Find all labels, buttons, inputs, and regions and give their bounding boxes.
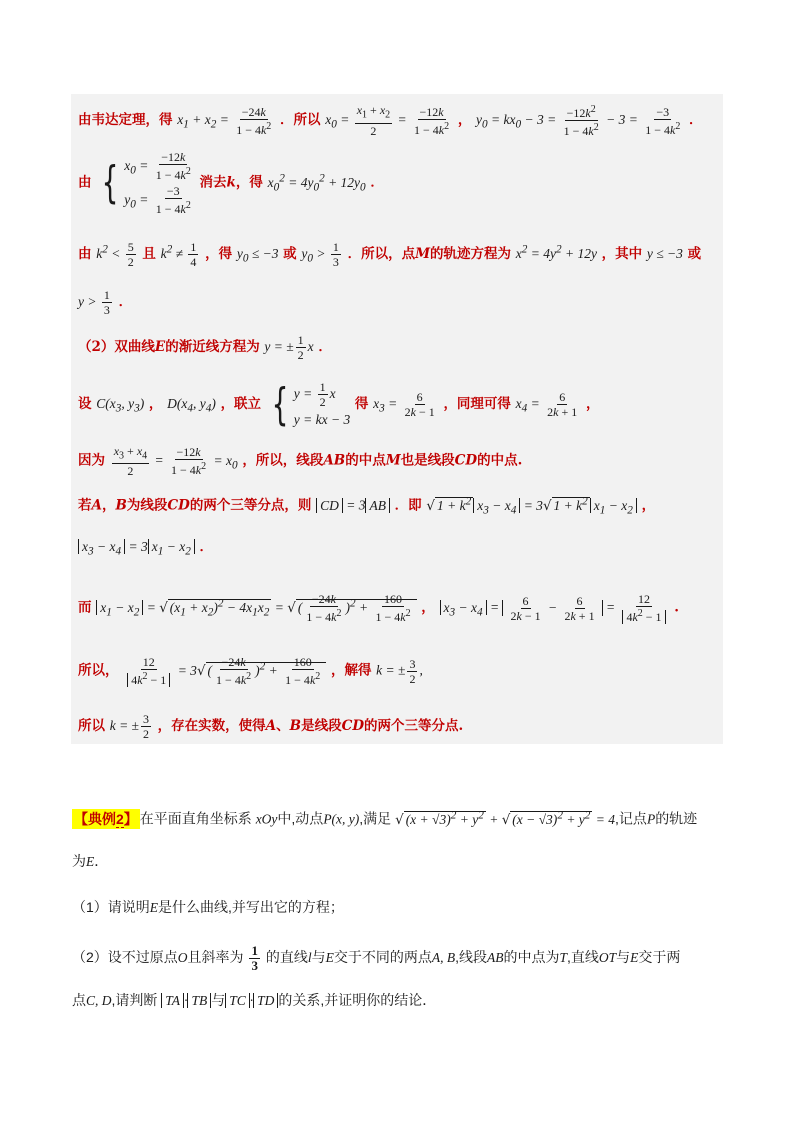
text: 点 — [72, 992, 86, 1008]
example-tag: 【典例2】 — [74, 810, 138, 827]
text: 由 — [78, 246, 92, 262]
text: A — [265, 718, 277, 734]
text: ． — [689, 112, 703, 128]
text: ． — [199, 539, 214, 555]
text: 交于不同的两点 — [333, 949, 432, 966]
text: 与 — [311, 949, 326, 966]
text: ,记点 — [615, 810, 647, 827]
equation-system: { y = $\frac{1}{2}$ x y = kx − 3 — [271, 378, 351, 430]
text: 或 — [687, 246, 702, 262]
text: 且 — [142, 246, 156, 262]
solution-line-5: （2）双曲线E的渐近线方程为 y = ± $\frac{1}{2}$ x ． — [78, 333, 332, 362]
text: 得 — [354, 396, 369, 412]
text: 所以， — [78, 662, 119, 679]
text: AB — [323, 452, 346, 469]
text: 而 — [78, 599, 92, 616]
text: 的中点. — [477, 452, 523, 469]
text: ．所以 — [280, 112, 321, 128]
text: ，存在实数，使得 — [157, 718, 266, 734]
example-intro-cont: 为E． — [72, 853, 109, 869]
text: ,请判断 — [111, 992, 158, 1008]
text: 的轨迹方程为 — [430, 246, 512, 262]
solution-line-3: 由 $k^2$ < $\frac{5}{2}$ 且 $k^2$ ≠ $\frac{1}{4}$ ，得 $y_0 \le -3$ 或 $y_0$ > $\frac{1}{3}$ ．所以，点M的轨迹方程为 $x^2 = 4y^2 + 12y$ ，其中 y ≤ −3 或 — [78, 240, 702, 269]
text: M — [415, 246, 431, 262]
text: CD — [341, 718, 365, 734]
text: 为 — [72, 853, 86, 869]
text: ，得 — [205, 246, 233, 262]
text: 与 — [616, 949, 631, 966]
text: ， — [148, 396, 163, 412]
equation-system: { $x_0$ = $\frac{-12k}{1 - 4k^2}$ $y_0$ = $\frac{-3}{1 - 4k^2}$ — [101, 150, 191, 216]
solution-line-11: 所以， $\frac{12}{4k^2 - 1}$ = 3√ ( $\frac{-24k}{1 - 4k^2}$ )$^2$ + $\frac{160}{1 - 4k^2}$ ，解得 k = ± $\frac{3}{2}$ , — [78, 655, 423, 687]
text: A — [91, 497, 102, 514]
text: CD — [454, 452, 478, 469]
solution-line-9: $x_3 - x_4 = 3$ $x_1 - x_2$ ． — [78, 538, 213, 561]
text: ．所以，点 — [347, 246, 416, 262]
text: ． — [318, 339, 332, 355]
text: ， — [457, 112, 472, 128]
text: B — [115, 497, 127, 514]
text: 为线段 — [126, 497, 168, 514]
example-question-2: （2）设不过原点O且斜率为 $\frac{1}{3}$ 的直线l与E交于不同的两点A, B,线段AB的中点为T,直线OT与E交于两 — [72, 943, 681, 973]
text: ，其中 — [601, 246, 643, 262]
text: 的中点 — [345, 452, 386, 469]
text: 交于两 — [638, 949, 681, 966]
text: 或 — [283, 246, 297, 262]
text: ． — [370, 174, 384, 191]
text: 的轨迹 — [655, 810, 698, 827]
text: ，得 — [235, 174, 263, 191]
text: ，所以，线段 — [242, 452, 324, 469]
solution-line-2: 由 { $x_0$ = $\frac{-12k}{1 - 4k^2}$ $y_0$ = $\frac{-3}{1 - 4k^2}$ 消去k，得 $x_0^2 = 4y_0^2 + 12y_0$ ． — [78, 150, 384, 216]
text: 、 — [276, 718, 290, 734]
text: 的两个三等分点，则 — [189, 497, 312, 514]
text: 也是线段 — [400, 452, 455, 469]
text: k — [226, 174, 236, 191]
solution-line-7: 因为 $\frac{x_3 + x_4}{2}$ = $\frac{-12k}{1 - 4k^2}$ = $x_0$ ，所以，线段AB的中点M也是线段CD的中点. — [78, 444, 523, 479]
text: 在平面直角坐标系 — [139, 810, 252, 827]
text: 若 — [78, 497, 92, 514]
text: 设 — [78, 396, 92, 412]
text: 由 — [78, 174, 92, 191]
text: ， — [421, 599, 435, 616]
solution-line-8: 若A，B为线段CD的两个三等分点，则 CD = 3 AB ．即 √ $1 + k^2$ $x_3 - x_4 = 3√$ $1 + k^2$ $x_1 - x_2$ ， — [78, 495, 656, 517]
solution-line-12: 所以 k = ± $\frac{3}{2}$ ，存在实数，使得A、B是线段CD的两个三等分点. — [78, 712, 464, 741]
example-question-1: （1）请说明E是什么曲线,并写出它的方程； — [72, 899, 344, 915]
text: 的直线 — [265, 949, 308, 966]
text: 因为 — [78, 452, 105, 469]
example-intro: 【典例2】 在平面直角坐标系 xOy中,动点P(x, y),满足 √ $(x + √3)^2 + y^2$ + √ $(x - √3)^2 + y^2 = 4$,记点P的轨迹 — [74, 809, 698, 828]
text: M — [385, 452, 401, 469]
text: ， — [585, 396, 600, 412]
text: （2）双曲线 — [78, 339, 155, 355]
text: ， — [101, 497, 116, 514]
text: 中,动点 — [277, 810, 324, 827]
text: 是什么曲线,并写出它的方程； — [158, 899, 344, 915]
text: 的两个三等分点. — [364, 718, 464, 734]
text: ．即 — [394, 497, 422, 514]
text: ． — [118, 294, 133, 310]
text: CD — [167, 497, 190, 514]
text: ，解得 — [330, 662, 372, 679]
text: 的关系,并证明你的结论． — [278, 992, 437, 1008]
text: 消去 — [199, 174, 227, 191]
text: ． — [94, 853, 109, 869]
text: B — [289, 718, 302, 734]
text: ,线段 — [455, 949, 487, 966]
text: 所以 — [78, 718, 105, 734]
text: E — [154, 339, 166, 355]
text: ,满足 — [359, 810, 392, 827]
solution-line-10: 而 $x_1 - x_2$ = √ $(x_1 + x_2)^2 - 4x_1x_2$ = √ ( $\frac{-24k}{1 - 4k^2}$ )$^2$ + $\frac{160}{1 - 4k^2}$ ， $x_3 - x_4$ = $\frac{6}{2k - 1}$ − $\frac{6}{2k + 1}$ = $\frac{12}{4k^2 - 1}$ . — [78, 592, 679, 624]
solution-line-6: 设 $C(x_3$, $y_3$) ， $D(x_4$, $y_4$) ，联立 { y = $\frac{1}{2}$ x y = kx − 3 得 $x_3$ = $\frac{6}{2k - 1}$ ，同理可得 $x_4$ = $\frac{6}{2k + 1}$ ， — [78, 378, 600, 430]
text: 的渐近线方程为 — [165, 339, 260, 355]
text: ，联立 — [220, 396, 262, 412]
text: （2）设不过原点 — [72, 949, 178, 966]
text: . — [674, 599, 679, 616]
text: 且斜率为 — [187, 949, 244, 966]
text: 与 — [211, 992, 226, 1008]
solution-line-1: 由韦达定理，得 $x_1 + x_2$ = $\frac{-24k}{1 - 4k^2}$ ．所以 $x_0$ = $\frac{x_1 + x_2}{2}$ = $\frac{-12k}{1 - 4k^2}$ ， $y_0 = kx_0 - 3$ = $\frac{-12k^2}{1 - 4k^2}$ − 3 = $\frac{-3}{1 - 4k^2}$ ． — [78, 103, 703, 138]
text: ， — [641, 497, 656, 514]
example-question-2-cont: 点C, D,请判断 TA · TB 与 TC · TD 的关系,并证明你的结论． — [72, 992, 437, 1008]
text: 是线段 — [301, 718, 342, 734]
text: （1）请说明 — [72, 899, 150, 915]
text: ，同理可得 — [443, 396, 511, 412]
text: ,直线 — [567, 949, 599, 966]
text: 的中点为 — [503, 949, 560, 966]
solution-line-4: y > $\frac{1}{3}$ ． — [78, 288, 133, 317]
text: 由韦达定理，得 — [78, 112, 173, 128]
